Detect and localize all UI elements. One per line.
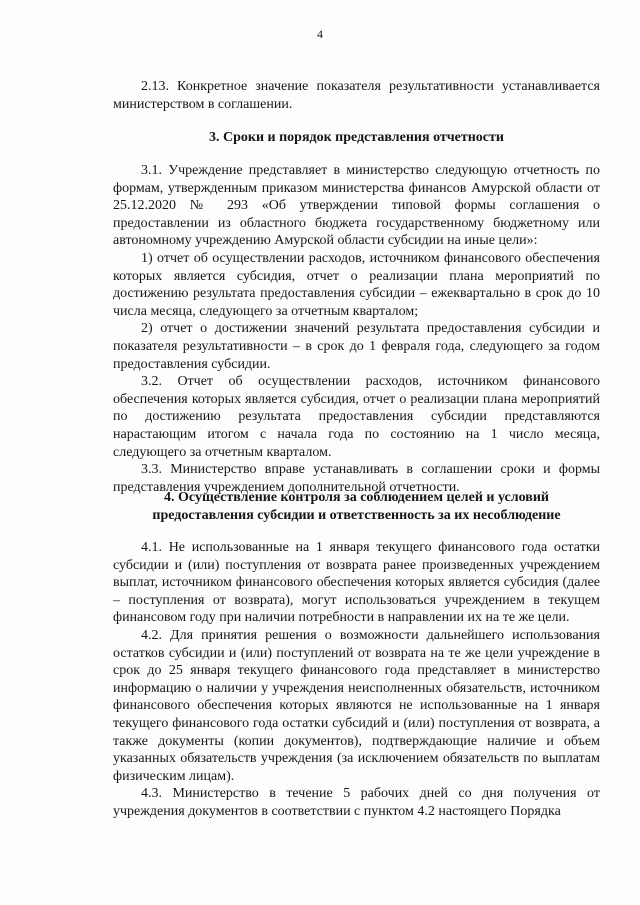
paragraph-4-1: 4.1. Не использованные на 1 января текущего финансового года остатки субсидии и (или) поступления от возврата ранее произведенных учреждением выплат, источником финансового обеспечения которых является субсидия (далее – поступления от возврата), могут использоваться учреждением в текущем финансовом году при наличии потребности в направлении их на те же цели. (113, 540, 600, 626)
section-3-body (113, 162, 600, 496)
section-4-title-line-2: предоставления субсидии и ответственность за их несоблюдение (152, 507, 561, 523)
section-4-body (113, 539, 600, 821)
section-3-title: 3. Сроки и порядок представления отчетности (209, 130, 504, 145)
section-4-heading (113, 489, 600, 524)
paragraph-4-3: 4.3. Министерство в течение 5 рабочих дней со дня получения от учреждения документов в соответствии с пунктом 4.2 настоящего Порядка (113, 786, 600, 819)
paragraph-3-2: 3.2. Отчет об осуществлении расходов, источником финансового обеспечения которых является субсидия, отчет о реализации плана мероприятий по достижению результата предоставления субсидии представляются нарастающим итогом с начала года по состоянию на 1 число месяца, следующего за отчетным кварталом. (113, 374, 600, 460)
paragraph-3-1-item-2: 2) отчет о достижении значений результата предоставления субсидии и показателя результативности – в срок до 1 февраля года, следующего за годом предоставления субсидии. (113, 321, 600, 372)
paragraph-4-2: 4.2. Для принятия решения о возможности дальнейшего использования остатков субсидии и (или) поступлений от возврата на те же цели учреждение в срок до 25 января текущего финансового года представляет в министерство информацию о наличии у учреждения неисполненных обязательств, источником финансового обеспечения которых являются не использованные на 1 января текущего финансового года остатки субсидий и (или) поступления от возврата, а также документы (копии документов), подтверждающие наличие и объем указанных обязательств учреждения (за исключением обязательств по выплатам физическим лицам). (113, 627, 600, 784)
paragraph-3-1-item-1: 1) отчет об осуществлении расходов, источником финансового обеспечения которых является субсидия, отчет о реализации плана мероприятий по достижению результата предоставления субсидии – ежеквартально в срок до 10 числа месяца, следующего за отчетным кварталом; (113, 250, 600, 319)
page-number: 4 (317, 27, 323, 41)
section-3-heading (113, 129, 600, 147)
paragraph-2-13: 2.13. Конкретное значение показателя результативности устанавливается министерством в соглашении. (113, 79, 600, 112)
paragraph-2-13-block (113, 78, 600, 113)
paragraph-3-3: 3.3. Министерство вправе устанавливать в соглашении сроки и формы представления учреждением дополнительной отчетности. (113, 462, 600, 495)
section-4-title-line-1: 4. Осуществление контроля за соблюдением целей и условий (164, 490, 549, 505)
paragraph-3-1: 3.1. Учреждение представляет в министерство следующую отчетность по формам, утвержденным приказом министерства финансов Амурской области от 25.12.2020 № 293 «Об утверждении типовой формы соглашения о предоставлении из областного бюджета государственному бюджетному или автономному учреждению Амурской области субсидии на иные цели»: (113, 163, 600, 249)
